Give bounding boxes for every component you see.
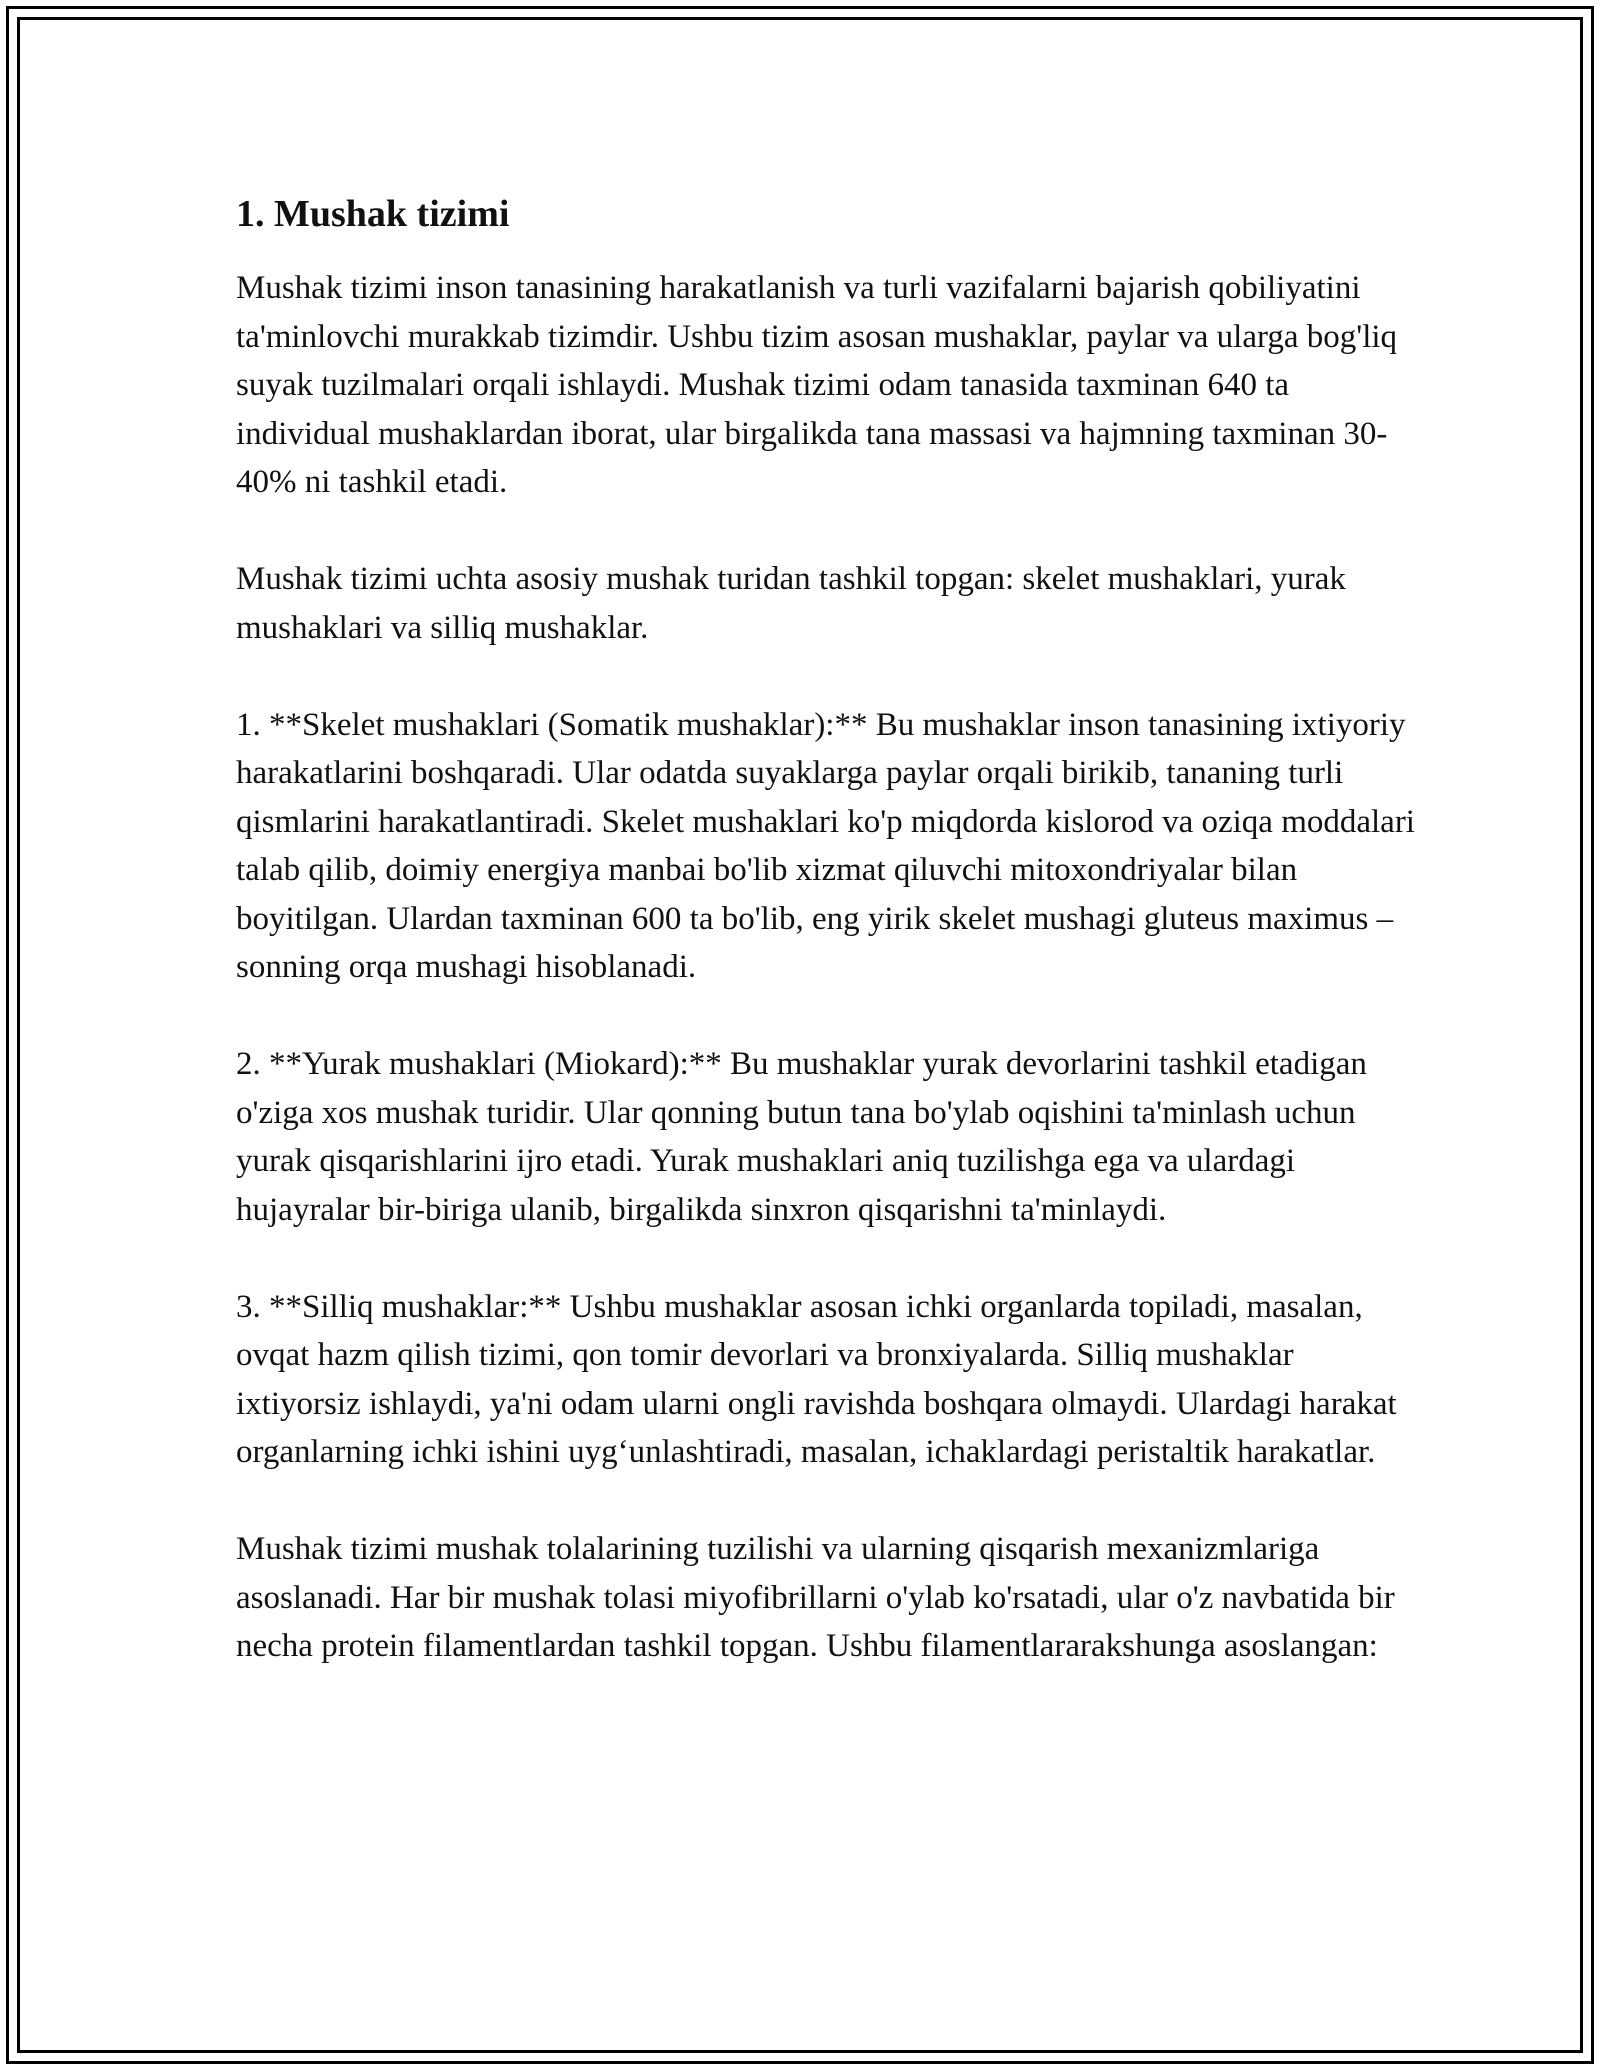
section-heading: 1. Mushak tizimi — [236, 193, 510, 235]
document-body — [236, 186, 1416, 1719]
paragraph-skeletal-muscles: 1. **Skelet mushaklari (Somatik mushaklar):** Bu mushaklar inson tanasining ixtiyoriy harakatlarini boshqaradi. Ular odatda suyaklarga paylar orqali birikib, tananing turli qismlarini harakatlantiradi. Skelet mushaklari ko'p miqdorda kislorod va oziqa moddalari talab qilib, doimiy energiya manbai bo'lib xizmat qiluvchi mitoxondriyalar bilan boyitilgan. Ulardan taxminan 600 ta bo'lib, eng yirik skelet mushagi gluteus maximus – sonning orqa mushagi hisoblanadi. — [236, 706, 1415, 985]
paragraph-smooth-muscles: 3. **Silliq mushaklar:** Ushbu mushaklar asosan ichki organlarda topiladi, masalan, ovqat hazm qilish tizimi, qon tomir devorlari va bronxiyalarda. Silliq mushaklar ixtiyorsiz ishlaydi, ya'ni odam ularni ongli ravishda boshqara olmaydi. Ulardagi harakat organlarning ichki ishini uygʻunlashtiradi, masalan, ichaklardagi peristaltik harakatlar. — [236, 1288, 1397, 1470]
paragraph-intro: Mushak tizimi inson tanasining harakatlanish va turli vazifalarni bajarish qobiliyatini ta'minlovchi murakkab tizimdir. Ushbu tizim asosan mushaklar, paylar va ularga bog'liq suyak tuzilmalari orqali ishlaydi. Mushak tizimi odam tanasida taxminan 640 ta individual mushaklardan iborat, ular birgalikda tana massasi va hajmning taxminan 30-40% ni tashkil etadi. — [236, 270, 1398, 500]
paragraph-muscle-fibers: Mushak tizimi mushak tolalarining tuzilishi va ularning qisqarish mexanizmlariga asoslanadi. Har bir mushak tolasi miyofibrillarni o'ylab ko'rsatadi, ular o'z navbatida bir necha protein filamentlardan tashkil topgan. Ushbu filamentlararakshunga asoslangan: — [236, 1531, 1395, 1664]
paragraph-cardiac-muscles: 2. **Yurak mushaklari (Miokard):** Bu mushaklar yurak devorlarini tashkil etadigan o'ziga xos mushak turidir. Ular qonning butun tana bo'ylab oqishini ta'minlash uchun yurak qisqarishlarini ijro etadi. Yurak mushaklari aniq tuzilishga ega va ulardagi hujayralar bir-biriga ulanib, birgalikda sinxron qisqarishni ta'minlaydi. — [236, 1046, 1367, 1228]
paragraph-muscle-types: Mushak tizimi uchta asosiy mushak turidan tashkil topgan: skelet mushaklari, yurak mushaklari va silliq mushaklar. — [236, 561, 1346, 646]
